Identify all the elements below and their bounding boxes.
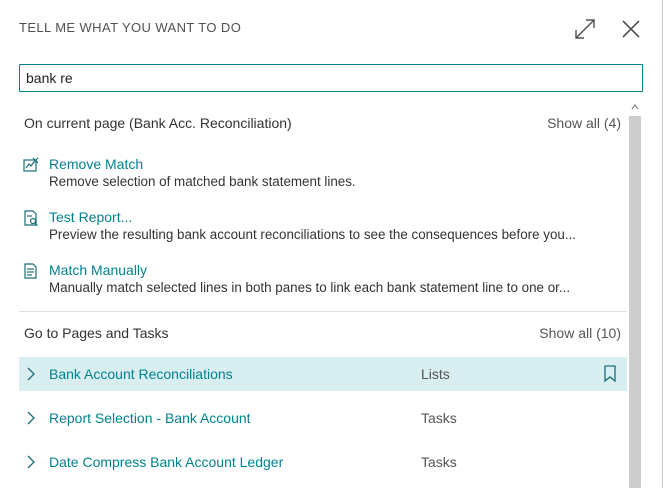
action-title: Test Report... [49, 209, 133, 225]
chevron-right-icon [25, 455, 37, 469]
show-all-current-page-link[interactable]: Show all (4) [547, 115, 621, 131]
current-page-section-header [19, 115, 627, 137]
page-row-date-compress-bank-account-ledger[interactable] [19, 445, 627, 479]
dialog-title: TELL ME WHAT YOU WANT TO DO [19, 20, 242, 35]
page-row-report-selection-bank-account[interactable] [19, 401, 627, 435]
action-description: Manually match selected lines in both panes to link each bank statement line to one or... [49, 280, 571, 295]
close-icon [621, 19, 641, 39]
action-description: Remove selection of matched bank statement lines. [49, 174, 356, 189]
page-name: Date Compress Bank Account Ledger [49, 454, 284, 470]
page-name: Bank Account Reconciliations [49, 366, 233, 382]
scroll-up-arrow-icon[interactable] [630, 102, 640, 112]
match-manually-icon [23, 263, 39, 279]
page-name: Report Selection - Bank Account [49, 410, 251, 426]
results-scrollbar[interactable] [628, 100, 642, 488]
bookmark-icon[interactable] [603, 365, 617, 383]
expand-icon [573, 17, 597, 41]
pages-tasks-section-header [19, 325, 627, 347]
chevron-right-icon [25, 367, 37, 381]
action-description: Preview the resulting bank account reconciliations to see the consequences before you... [49, 227, 577, 242]
action-test-report[interactable] [19, 206, 627, 250]
action-title: Match Manually [49, 262, 148, 278]
expand-button[interactable] [570, 14, 600, 44]
page-category: Tasks [421, 454, 457, 470]
section-title-current-page: On current page (Bank Acc. Reconciliation) [24, 115, 292, 131]
results-list [19, 100, 627, 488]
action-title: Remove Match [49, 156, 144, 172]
action-remove-match[interactable] [19, 153, 627, 197]
page-row-bank-account-reconciliations[interactable] [19, 357, 627, 391]
page-category: Tasks [421, 410, 457, 426]
section-title-pages-tasks: Go to Pages and Tasks [24, 325, 169, 341]
scrollbar-thumb[interactable] [629, 116, 641, 488]
remove-match-icon [23, 157, 39, 173]
search-input[interactable] [19, 64, 643, 92]
show-all-pages-tasks-link[interactable]: Show all (10) [539, 325, 621, 341]
section-divider [19, 311, 627, 312]
action-match-manually[interactable] [19, 259, 627, 303]
page-category: Lists [421, 366, 450, 382]
close-button[interactable] [616, 14, 646, 44]
chevron-right-icon [25, 411, 37, 425]
test-report-icon [23, 210, 39, 226]
